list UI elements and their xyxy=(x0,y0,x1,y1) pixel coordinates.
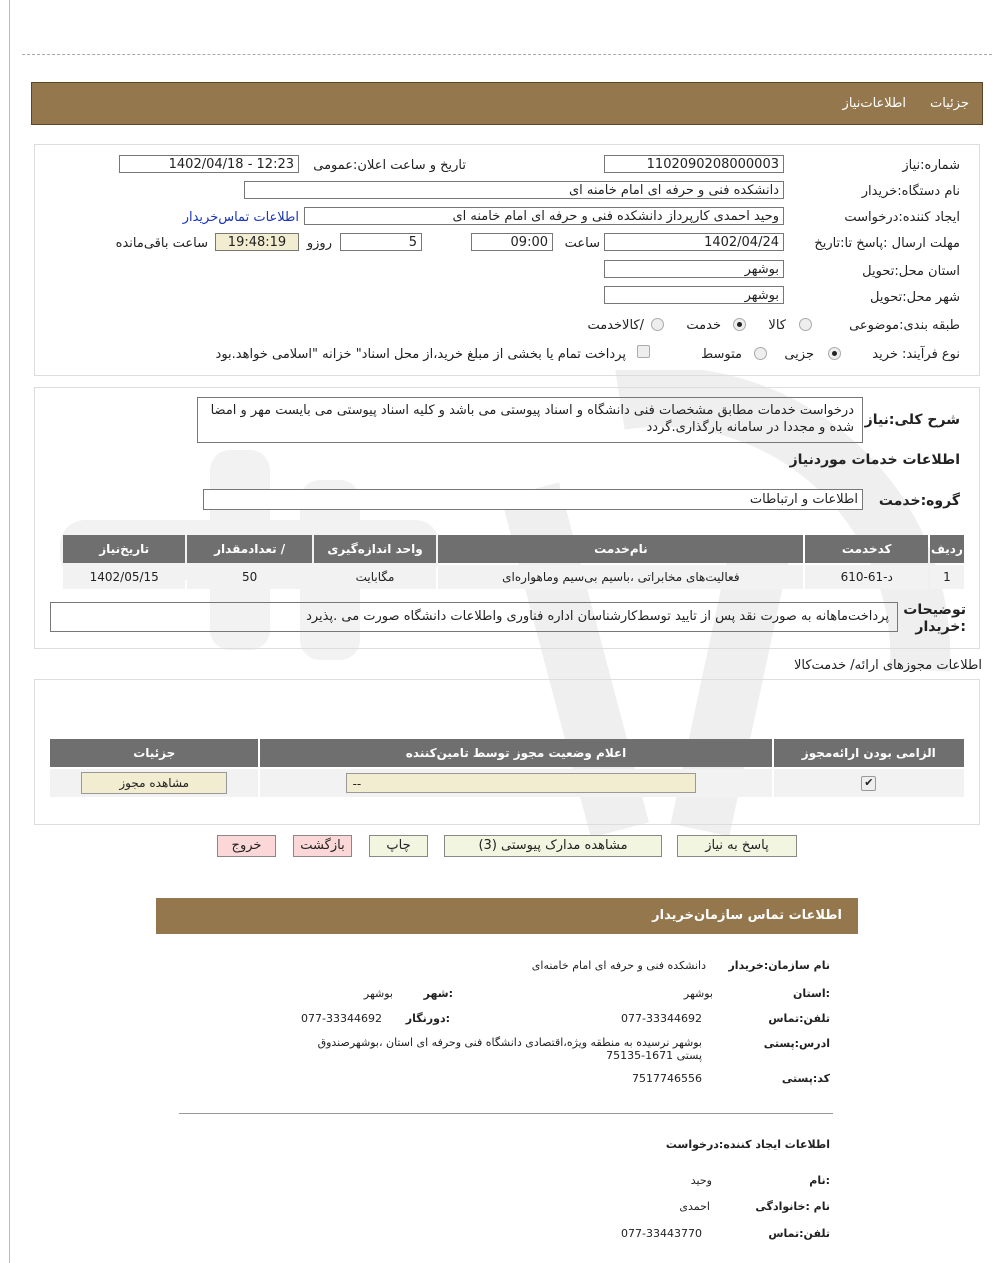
cell-permit-details xyxy=(50,769,258,797)
service-group-field: اطلاعات و ارتباطات xyxy=(203,489,863,510)
cell-service-name: فعالیت‌های مخابراتی ،باسیم بی‌سیم وماهواره‌ای xyxy=(438,565,803,589)
treasury-payment-checkbox[interactable] xyxy=(637,345,650,358)
contact-address-line2: پستی 1671-75135 xyxy=(606,1049,702,1062)
buyer-org-field: دانشکده فنی و حرفه ای امام خامنه ای xyxy=(244,181,784,199)
remaining-time-field: 19:48:19 xyxy=(215,233,299,251)
requester-label: ایجاد کننده:درخواست xyxy=(844,210,960,225)
cell-permit-status xyxy=(260,769,771,797)
remaining-label: ساعت باقی‌مانده xyxy=(115,236,208,251)
contact-address-line1: بوشهر نرسیده به منطقه ویژه،اقتصادی دانشگاه فنی وحرفه ای استان ،بوشهرصندوق xyxy=(317,1036,702,1049)
col-need-date: تاریخ‌نیاز xyxy=(63,535,185,563)
contact-phone-value: 077-33344692 xyxy=(621,1012,702,1025)
description-box: درخواست خدمات مطابق مشخصات فنی دانشگاه و اسناد پیوستی می باشد و کلیه اسناد پیوستی می بایست مهر و امضا شده و مجددا در سامانه بارگذاری.گردد xyxy=(197,397,863,443)
left-border-line xyxy=(9,0,10,1263)
buyer-notes-label: توضیحات :خریدار xyxy=(903,602,966,635)
col-quantity: / تعدادمقدار xyxy=(187,535,311,563)
contact-postal-value: 7517746556 xyxy=(632,1072,702,1085)
permit-status-field: -- xyxy=(346,773,696,793)
services-table xyxy=(61,533,966,591)
services-title: اطلاعات خدمات موردنیاز xyxy=(789,452,960,468)
description-label: شرح کلی:نیاز xyxy=(864,412,960,428)
tab-need-info[interactable]: اطلاعات‌نیاز xyxy=(842,96,906,111)
category-both-label: /کالاخدمت xyxy=(587,318,644,333)
org-name-value: دانشکده فنی و حرفه ای امام خامنه‌ای xyxy=(531,959,706,972)
need-number-label: شماره:نیاز xyxy=(902,158,960,173)
org-name-label: نام سازمان:خریدار xyxy=(728,959,830,972)
process-medium-radio[interactable] xyxy=(754,347,767,360)
category-both-radio[interactable] xyxy=(651,318,664,331)
table-row xyxy=(63,565,964,589)
cell-service-code: د-61-610 xyxy=(805,565,927,589)
creator-phone-label: تلفن:تماس xyxy=(768,1227,830,1240)
permits-title: اطلاعات مجوزهای ارائه/ خدمت‌کالا xyxy=(793,658,982,673)
col-unit: واحد اندازه‌گیری xyxy=(314,535,436,563)
cell-quantity: 50 xyxy=(187,565,311,589)
province-label: استان محل:تحویل xyxy=(862,264,960,279)
buyer-notes-box: پرداخت‌ماهانه به صورت نقد پس از تایید توسط‌کارشناسان اداره فناوری واطلاعات دانشگاه صورت می .پذیرد xyxy=(50,602,898,632)
contact-postal-label: کد:پستی xyxy=(781,1072,830,1085)
process-medium-label: متوسط xyxy=(701,347,742,362)
contact-city-label: :شهر xyxy=(423,987,453,1000)
announce-field: 1402/04/18 - 12:23 xyxy=(119,155,299,173)
col-service-name: نام‌خدمت xyxy=(438,535,803,563)
contact-city-value: بوشهر xyxy=(363,987,393,1000)
category-service-label: خدمت xyxy=(686,318,721,333)
contact-phone-label: تلفن:تماس xyxy=(768,1012,830,1025)
col-service-code: کدخدمت xyxy=(805,535,927,563)
view-attachments-button[interactable]: مشاهده مدارک پیوستی (3) xyxy=(444,835,662,857)
contact-header-bar xyxy=(156,898,858,934)
process-partial-radio[interactable] xyxy=(828,347,841,360)
cell-need-date: 1402/05/15 xyxy=(63,565,185,589)
print-button[interactable]: چاپ xyxy=(369,835,428,857)
service-group-label: گروه:خدمت xyxy=(878,493,960,509)
permit-required-checkbox[interactable]: ✔ xyxy=(861,776,876,791)
province-field: بوشهر xyxy=(604,260,784,278)
creator-last-name-value: احمدی xyxy=(679,1200,710,1213)
deadline-date-field: 1402/04/24 xyxy=(604,233,784,251)
permits-table-header xyxy=(50,739,964,767)
category-goods-label: کالا xyxy=(768,318,786,333)
days-field: 5 xyxy=(340,233,422,251)
col-row: ردیف xyxy=(930,535,964,563)
reply-button[interactable]: پاسخ به نیاز xyxy=(677,835,797,857)
days-label: روزو xyxy=(306,236,332,251)
cell-permit-required xyxy=(774,769,964,797)
deadline-time-label: ساعت xyxy=(564,236,600,251)
buyer-contact-link[interactable]: اطلاعات تماس‌خریدار xyxy=(182,210,299,225)
exit-button[interactable]: خروج xyxy=(217,835,276,857)
process-label: نوع فرآیند: خرید xyxy=(872,347,960,362)
contact-fax-label: :دورنگار xyxy=(405,1012,450,1025)
deadline-label: مهلت ارسال :پاسخ تا:تاریخ xyxy=(814,236,960,251)
creator-last-name-label: نام :خانوادگی xyxy=(755,1200,830,1213)
col-permit-status: اعلام وضعیت مجوز توسط تامین‌کننده xyxy=(260,739,771,767)
col-permit-details: جزئیات xyxy=(50,739,258,767)
contact-province-label: :استان xyxy=(793,987,830,1000)
contact-address-label: ادرس:پستی xyxy=(763,1037,830,1050)
category-label: طبقه بندی:موضوعی xyxy=(849,318,960,333)
need-number-field: 1102090208000003 xyxy=(604,155,784,173)
requester-field: وحید احمدی کارپرداز دانشکده فنی و حرفه ای امام خامنه ای xyxy=(304,207,784,225)
need-form-panel xyxy=(34,144,980,376)
announce-label: تاریخ و ساعت اعلان:عمومی xyxy=(313,158,466,173)
services-table-header xyxy=(63,535,964,563)
process-partial-label: جزیی xyxy=(784,347,814,362)
creator-header: اطلاعات ایجاد کننده:درخواست xyxy=(665,1138,830,1151)
contact-fax-value: 077-33344692 xyxy=(301,1012,382,1025)
deadline-time-field: 09:00 xyxy=(471,233,553,251)
treasury-payment-note: پرداخت تمام یا بخشی از مبلغ خرید،از محل اسناد" خزانه "اسلامی خواهد.بود xyxy=(215,347,626,362)
view-permit-button[interactable]: مشاهده مجوز xyxy=(81,772,227,794)
category-goods-radio[interactable] xyxy=(799,318,812,331)
cell-unit: مگابایت xyxy=(314,565,436,589)
contact-divider xyxy=(179,1113,833,1114)
col-permit-required: الزامی بودن ارائه‌مجوز xyxy=(774,739,964,767)
tab-details[interactable]: جزئیات xyxy=(930,96,969,111)
permits-table xyxy=(48,737,966,799)
creator-first-name-value: وحید xyxy=(690,1174,712,1187)
category-service-radio[interactable] xyxy=(733,318,746,331)
cell-row: 1 xyxy=(930,565,964,589)
table-row xyxy=(50,769,964,797)
creator-first-name-label: :نام xyxy=(809,1174,830,1187)
buyer-org-label: نام دستگاه:خریدار xyxy=(861,184,960,199)
city-field: بوشهر xyxy=(604,286,784,304)
back-button[interactable]: بازگشت xyxy=(293,835,352,857)
contact-header-title: اطلاعات تماس سازمان‌خریدار xyxy=(652,908,842,923)
creator-phone-value: 077-33443770 xyxy=(621,1227,702,1240)
city-label: شهر محل:تحویل xyxy=(870,290,960,305)
top-header-bar xyxy=(31,82,983,125)
contact-province-value: بوشهر xyxy=(683,987,713,1000)
top-dashed-divider xyxy=(22,54,992,55)
